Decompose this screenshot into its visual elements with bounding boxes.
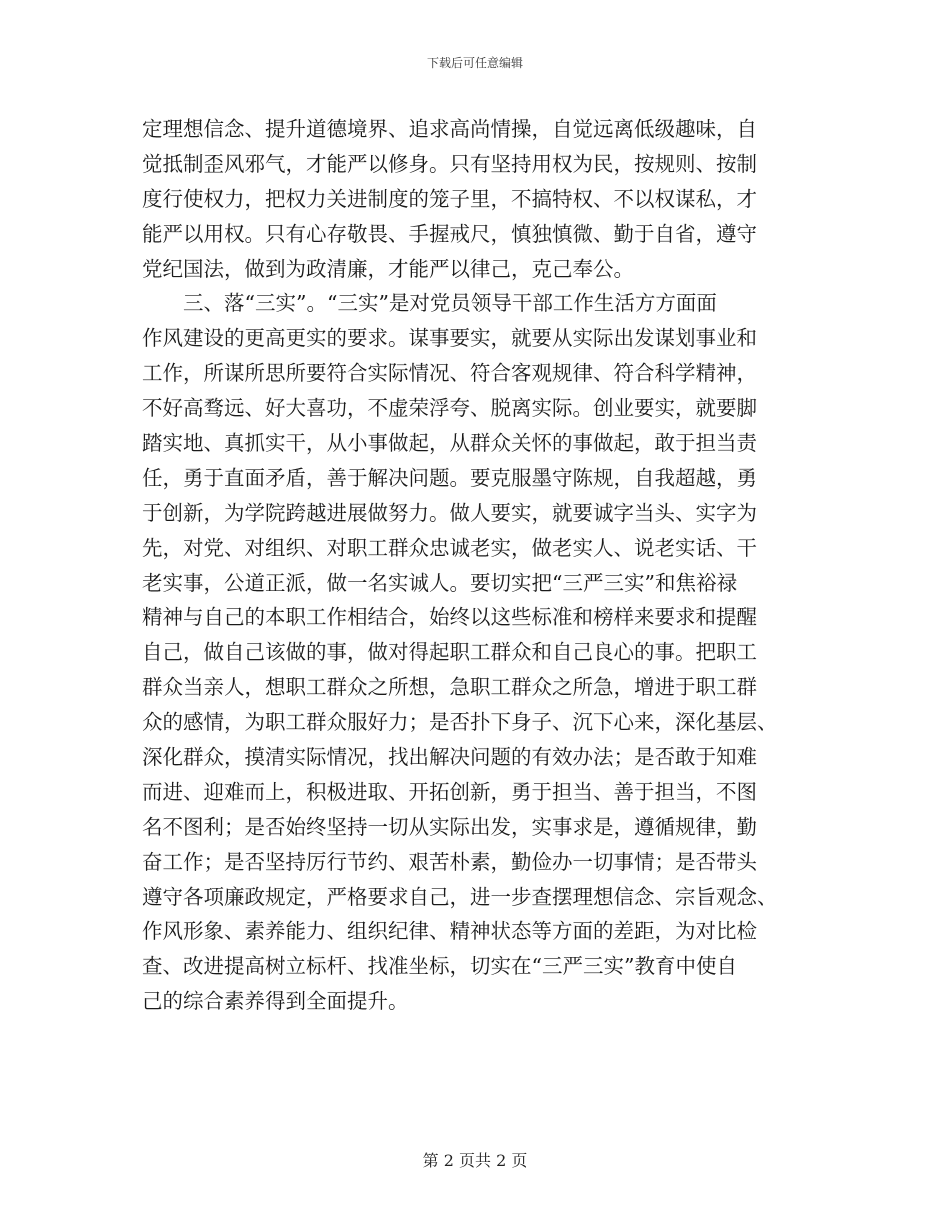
body-line: 觉抵制歪风邪气，才能严以修身。只有坚持用权为民，按规则、按制 [142,151,757,176]
body-line: 度行使权力，把权力关进制度的笼子里，不搞特权、不以权谋私，才 [142,186,757,211]
body-line: 群众当亲人，想职工群众之所想，急职工群众之所急，增进于职工群 [142,675,757,700]
body-line: 工作，所谋所思所要符合实际情况、符合客观规律、符合科学精神， [142,361,757,386]
body-line: 遵守各项廉政规定，严格要求自己，进一步查摆理想信念、宗旨观念、 [142,884,778,909]
body-line: 先，对党、对组织、对职工群众忠诚老实，做老实人、说老实话、干 [142,535,757,560]
body-line: 众的感情，为职工群众服好力；是否扑下身子、沉下心来，深化基层、 [142,710,778,735]
body-line: 奋工作；是否坚持厉行节约、艰苦朴素，勤俭办一切事情；是否带头 [142,849,757,874]
body-line: 定理想信念、提升道德境界、追求高尚情操，自觉远离低级趣味，自 [142,117,757,141]
body-line: 名不图利；是否始终坚持一切从实际出发，实事求是，遵循规律，勤 [142,814,757,839]
document-body [142,112,810,1019]
page-number: 第 2 页共 2 页 [422,1151,528,1170]
body-line: 能严以用权。只有心存敬畏、手握戒尺，慎独慎微、勤于自省，遵守 [142,221,757,246]
body-line: 不好高骛远、好大喜功，不虚荣浮夸、脱离实际。创业要实，就要脚 [142,396,757,421]
body-line: 己的综合素养得到全面提升。 [142,989,409,1014]
body-line: 自己，做自己该做的事，做对得起职工群众和自己良心的事。把职工 [142,640,757,665]
body-line: 老实事，公道正派，做一名实诚人。要切实把“三严三实”和焦裕禄 [142,570,737,595]
body-line: 查、改进提高树立标杆、找准坐标，切实在“三严三实”教育中使自 [142,954,737,979]
body-line: 深化群众，摸清实际情况，找出解决问题的有效办法；是否敢于知难 [142,745,757,770]
body-line: 于创新，为学院跨越进展做努力。做人要实，就要诚字当头、实字为 [142,500,757,525]
body-line: 任，勇于直面矛盾，善于解决问题。要克服墨守陈规，自我超越，勇 [142,465,757,490]
page-header-note: 下载后可任意编辑 [426,56,523,70]
body-line: 作风建设的更高更实的要求。谋事要实，就要从实际出发谋划事业和 [142,326,757,351]
body-line: 而进、迎难而上，积极进取、开拓创新，勇于担当、善于担当，不图 [142,779,757,804]
body-line: 作风形象、素养能力、组织纪律、精神状态等方面的差距，为对比检 [142,919,757,944]
body-line: 三、落“三实”。“三实”是对党员领导干部工作生活方方面面 [142,291,717,316]
body-line: 精神与自己的本职工作相结合，始终以这些标准和榜样来要求和提醒 [142,605,757,630]
body-line: 踏实地、真抓实干，从小事做起，从群众关怀的事做起，敢于担当责 [142,431,757,456]
body-line: 党纪国法，做到为政清廉，才能严以律己，克己奉公。 [142,256,634,281]
